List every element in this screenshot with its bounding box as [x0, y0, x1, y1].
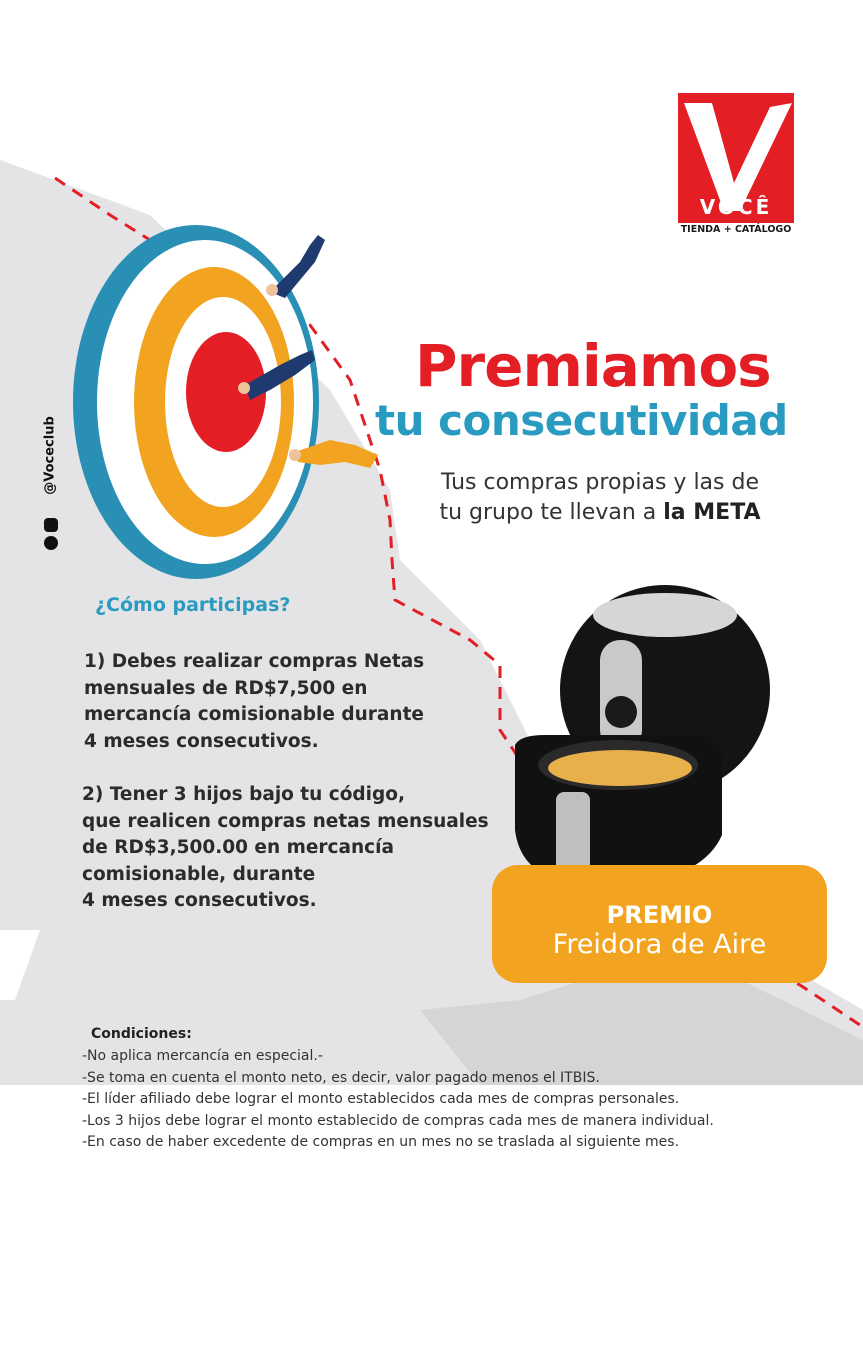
- target-icon: [73, 225, 319, 579]
- subtitle: [410, 468, 790, 528]
- condition-item: -No aplica mercancía en especial.-: [82, 1048, 323, 1064]
- headline-line2: tu consecutividad: [375, 396, 788, 445]
- prize-name: Freidora de Aire: [552, 929, 767, 960]
- prize-title: PREMIO: [606, 901, 713, 929]
- step-1: [84, 649, 464, 755]
- step-1-line: mercancía comisionable durante: [84, 704, 424, 725]
- step-1-line: 4 meses consecutivos.: [84, 730, 319, 752]
- subtitle-line2-prefix: tu grupo te llevan a: [439, 500, 664, 525]
- step-2-line: que realicen compras netas mensuales: [82, 810, 489, 832]
- condition-item: -Se toma en cuenta el monto neto, es decir, valor pagado menos el ITBIS.: [82, 1069, 600, 1086]
- subtitle-line2-bold: la META: [663, 500, 761, 525]
- headline-line1: Premiamos: [415, 332, 771, 400]
- conditions-list: [82, 1046, 714, 1154]
- prize-badge: [492, 865, 827, 983]
- condition-item: -El líder afiliado debe lograr el monto establecidos cada mes de compras personales.: [82, 1091, 680, 1107]
- step-2-line: 4 meses consecutivos.: [82, 890, 317, 911]
- social-handle: @Voceclub: [42, 416, 58, 495]
- air-fryer-image: [515, 585, 770, 904]
- how-title: ¿Cómo participas?: [95, 594, 291, 616]
- step-2: [82, 782, 502, 915]
- step-2-line: 2) Tener 3 hijos bajo tu código,: [82, 784, 406, 805]
- step-2-line: comisionable, durante: [82, 863, 316, 885]
- condition-item: -Los 3 hijos debe lograr el monto establecido de compras cada mes de manera individual.: [82, 1112, 714, 1129]
- facebook-icon[interactable]: [44, 536, 58, 550]
- subtitle-line2: [410, 498, 790, 528]
- step-1-line: 1) Debes realizar compras Netas: [84, 651, 425, 672]
- conditions-title: Condiciones:: [91, 1026, 192, 1042]
- social-handle-block: [34, 416, 70, 560]
- brand-logo: [678, 93, 794, 223]
- brand-tagline: TIENDA + CATÁLOGO: [680, 224, 792, 235]
- step-1-line: mensuales de RD$7,500 en: [84, 677, 368, 699]
- condition-item: -En caso de haber excedente de compras en un mes no se traslada al siguiente mes.: [82, 1134, 680, 1150]
- brand-logo-text: VOCÊ: [699, 195, 773, 219]
- subtitle-line1: Tus compras propias y las de: [441, 470, 759, 495]
- instagram-icon[interactable]: [44, 518, 58, 532]
- step-2-line: de RD$3,500.00 en mercancía: [82, 837, 394, 858]
